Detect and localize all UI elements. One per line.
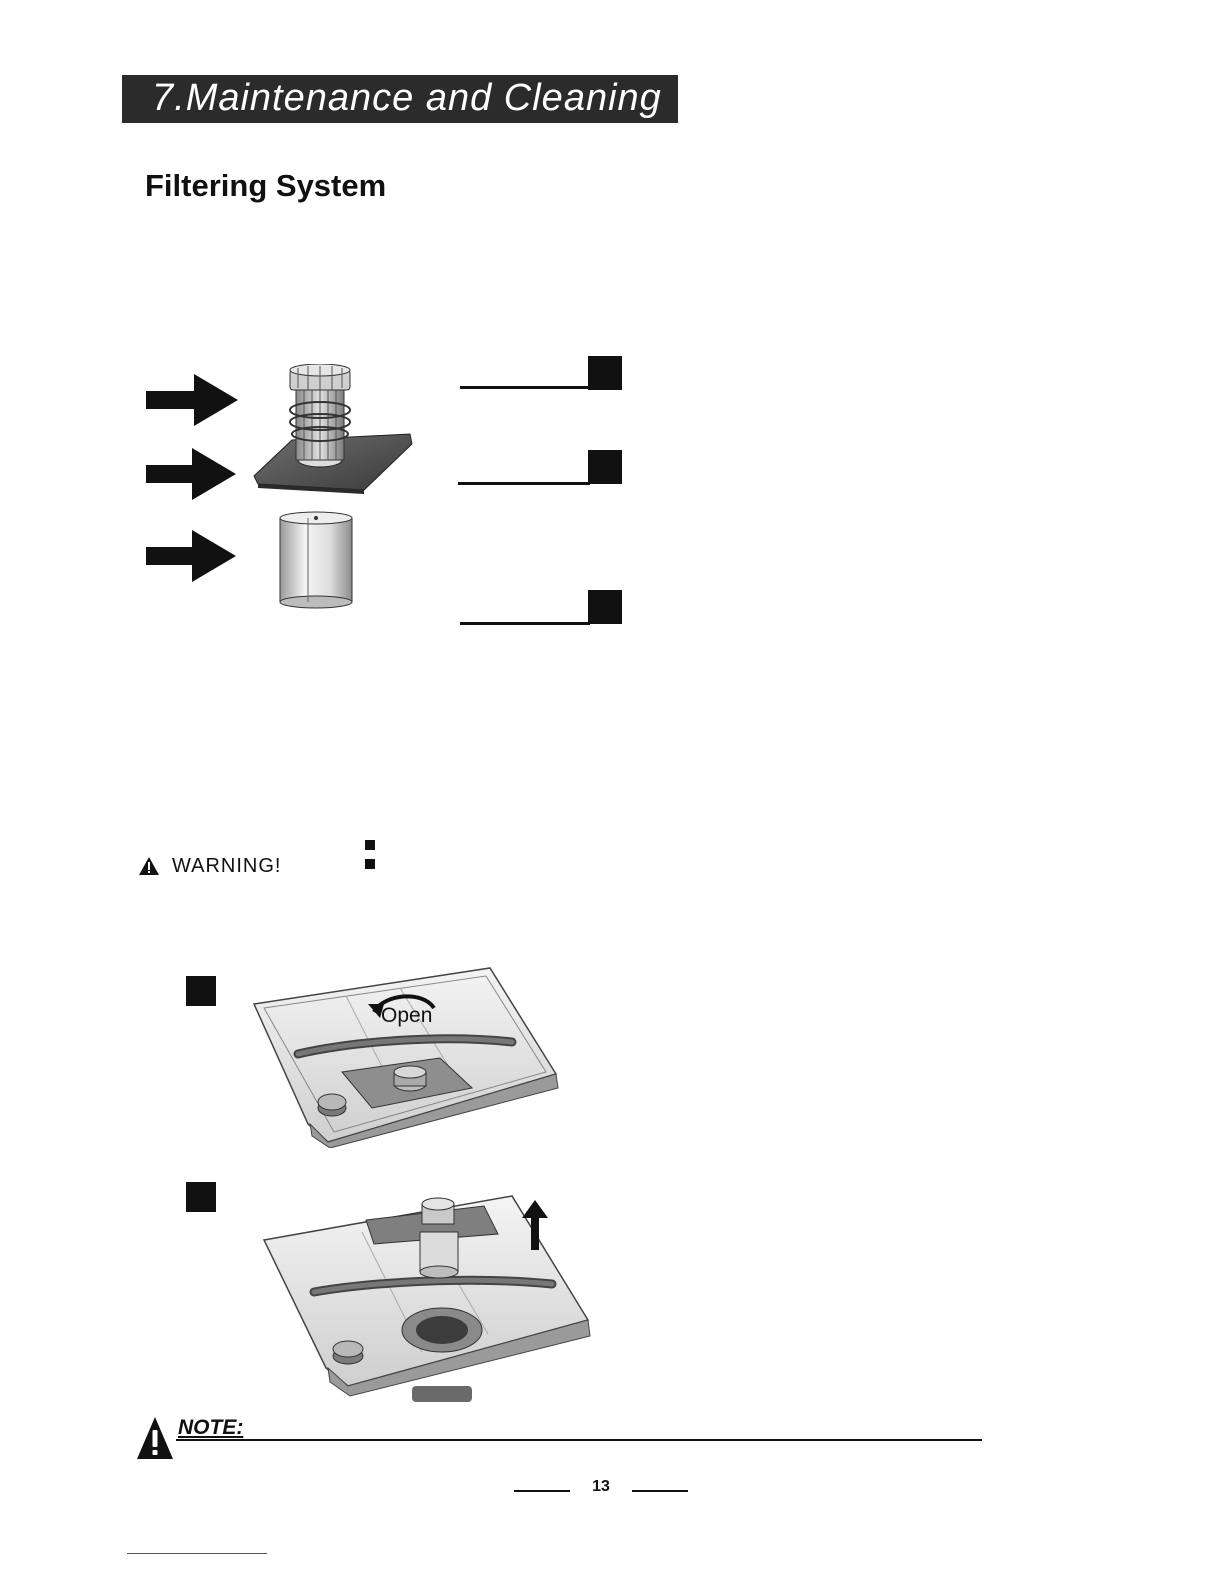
callout-marker-1 (588, 356, 622, 390)
micro-filter-illustration (274, 510, 358, 610)
callout-line (458, 482, 590, 485)
warning-row (138, 852, 281, 880)
step-2-marker (186, 1182, 216, 1212)
footer-link-underline[interactable] (127, 1553, 267, 1554)
callout-line (460, 386, 590, 389)
callout-line (460, 622, 590, 625)
warning-label: WARNING! (172, 854, 282, 877)
note-label: NOTE: (178, 1416, 244, 1439)
warning-triangle-icon (138, 856, 160, 876)
bullet-marker (365, 840, 375, 850)
bullet-marker (365, 859, 375, 869)
arrow-right-icon (146, 448, 236, 500)
callout-marker-2 (588, 450, 622, 484)
page-number: 13 (592, 1478, 610, 1495)
arrow-right-icon (146, 374, 238, 426)
arrow-right-icon (146, 530, 236, 582)
step-1-marker (186, 976, 216, 1006)
note-rule (176, 1439, 982, 1441)
open-label: Open (381, 1004, 433, 1027)
callout-marker-3 (588, 590, 622, 624)
page-number-rule (632, 1490, 688, 1492)
coarse-filter-illustration (248, 364, 416, 498)
note-row (136, 1414, 984, 1460)
caution-triangle-icon (136, 1416, 174, 1460)
arrow-up-icon (522, 1200, 548, 1250)
section-title: 7.Maintenance and Cleaning (152, 77, 662, 119)
page-number-row (514, 1478, 688, 1500)
step-1-tub-illustration (250, 964, 566, 1148)
filtering-system-heading: Filtering System (145, 168, 387, 203)
